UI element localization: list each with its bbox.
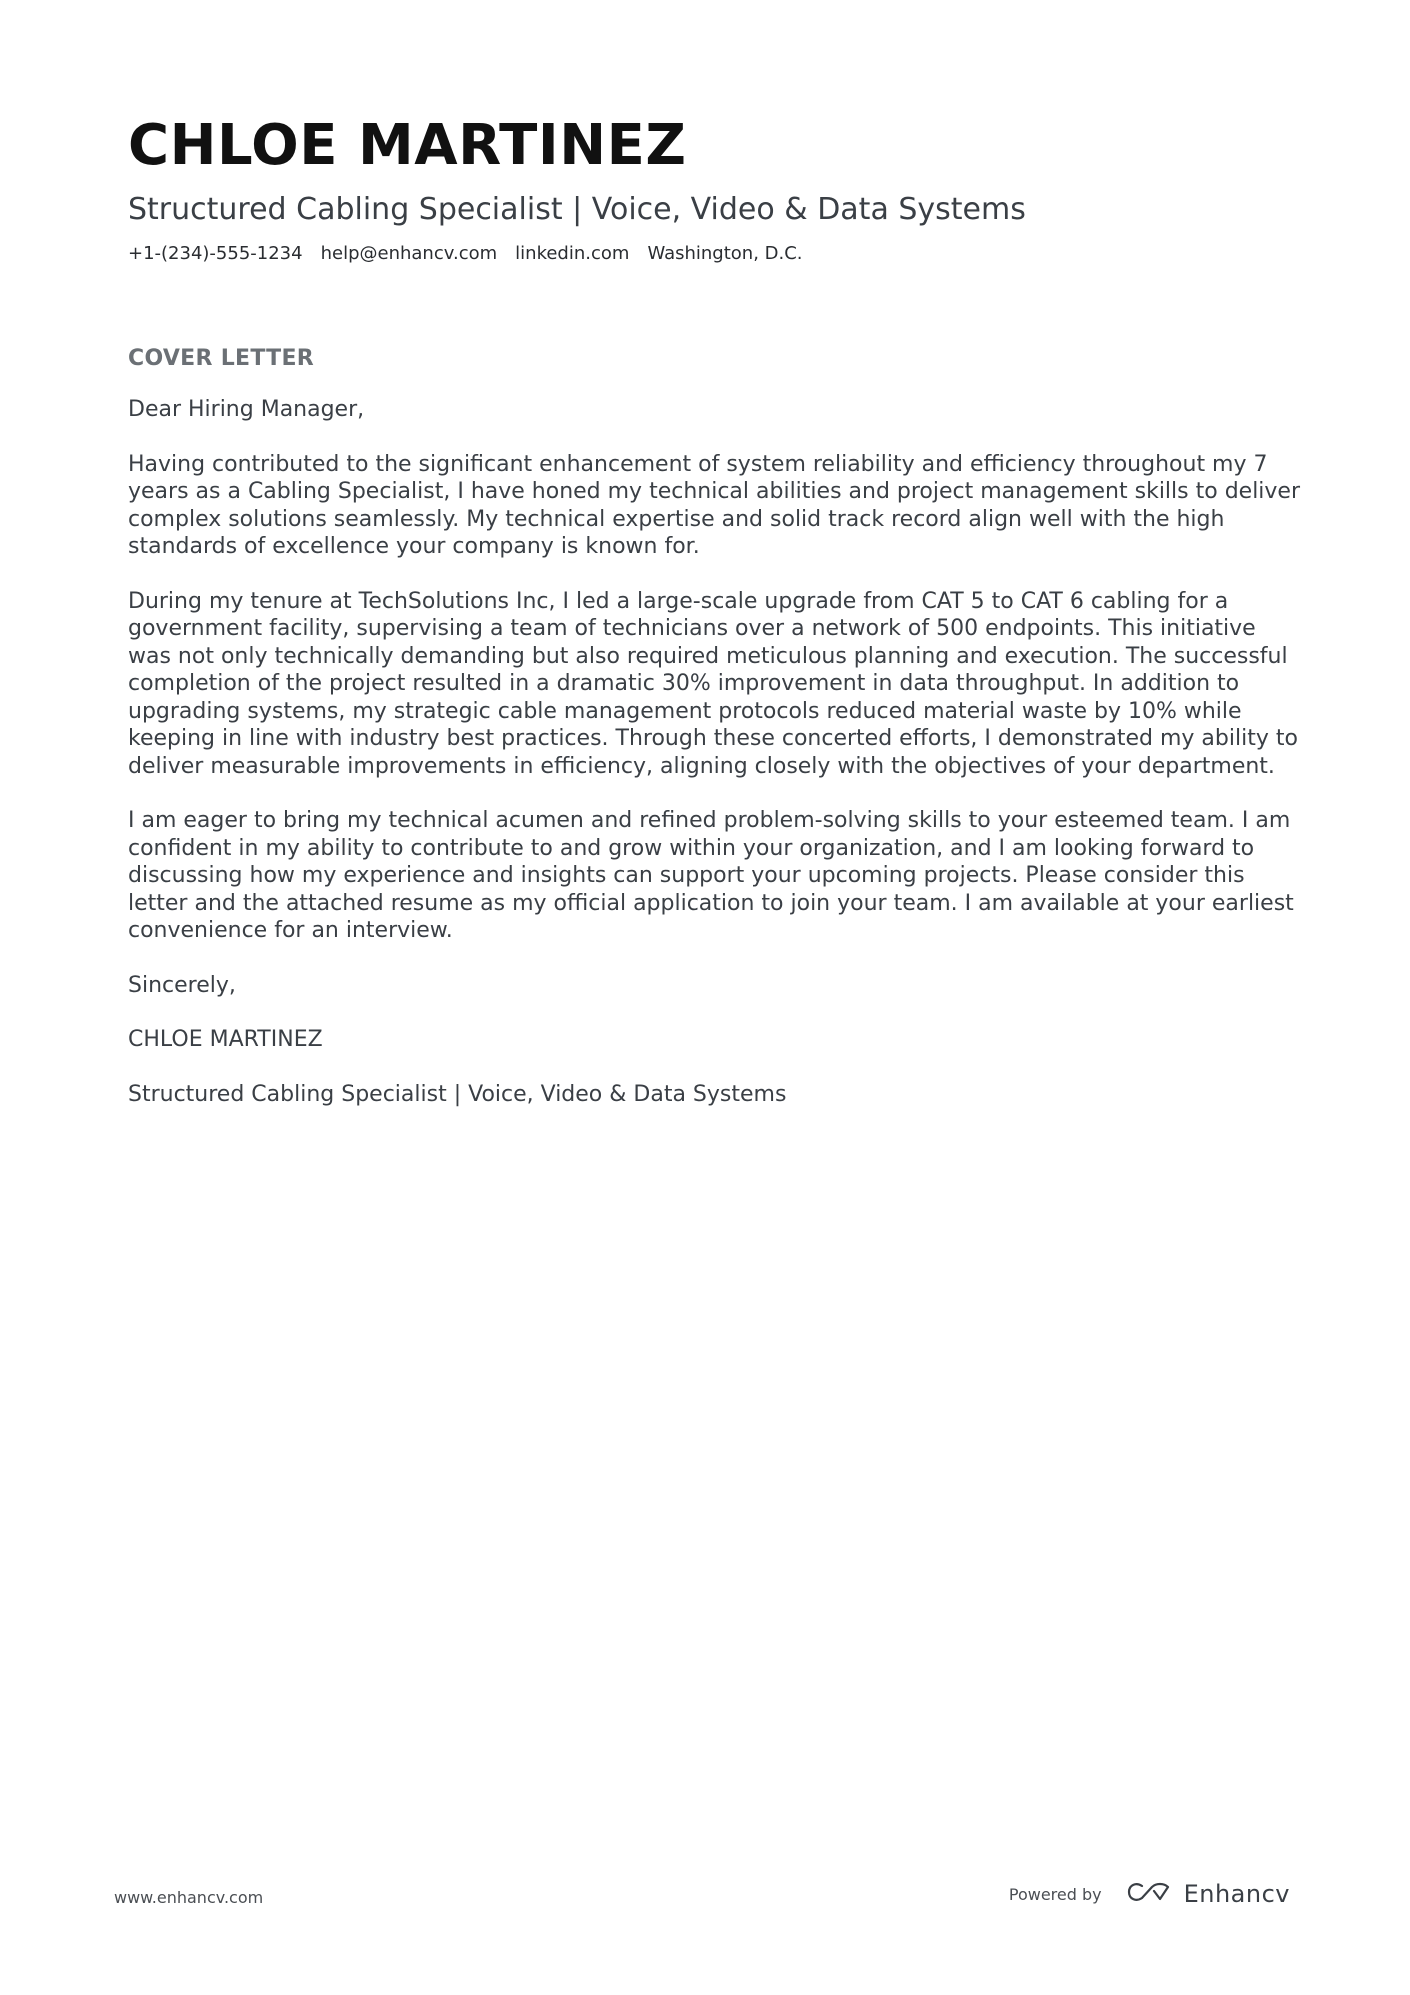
contact-phone: +1-(234)-555-1234 <box>128 243 303 264</box>
brand-name: Enhancv <box>1183 1880 1290 1908</box>
letter-body <box>128 344 1300 1108</box>
contact-email[interactable]: help@enhancv.com <box>320 243 498 264</box>
contact-linkedin[interactable]: linkedin.com <box>515 243 630 264</box>
signature-name: CHLOE MARTINEZ <box>128 1027 323 1052</box>
powered-by-label: Powered by <box>1008 1884 1102 1904</box>
signature-title: Structured Cabling Specialist | Voice, Video & Data Systems <box>128 1081 787 1107</box>
candidate-name: CHLOE MARTINEZ <box>128 113 687 178</box>
closing-phrase: Sincerely, <box>128 972 236 998</box>
contact-info <box>128 242 1288 266</box>
paragraph-experience: During my tenure at TechSolutions Inc, I led a large-scale upgrade from CAT 5 to CAT 6 cabling for a government facility, supervising a team of technicians over a network of 500 endpoints. This initiative was not only technically demanding but also required meticulous planning and execution. The successful completion of the project resulted in a dramatic 30% improvement in data throughput. In addition to upgrading systems, my strategic cable management protocols reduced material waste by 10% while keeping in line with industry best practices. Through these concerted efforts, I demonstrated my ability to deliver measurable improvements in efficiency, aligning closely with the objectives of your department. <box>128 588 1298 779</box>
salutation: Dear Hiring Manager, <box>128 397 365 422</box>
footer-website[interactable]: www.enhancv.com <box>114 1888 264 1907</box>
contact-location: Washington, D.C. <box>647 243 803 264</box>
brand-link[interactable] <box>1126 1880 1290 1908</box>
footer-branding <box>1009 1880 1290 1908</box>
section-title: COVER LETTER <box>128 346 315 371</box>
paragraph-closing: I am eager to bring my technical acumen and refined problem-solving skills to your esteemed team. I am confident in my ability to contribute to and grow within your organization, and I am looking forward to discussing how my experience and insights can support your upcoming projects. Please consider this letter and the attached resume as my official application to join your team. I am available at your earliest convenience for an interview. <box>128 808 1294 943</box>
header <box>128 108 1288 266</box>
candidate-headline: Structured Cabling Specialist | Voice, Video & Data Systems <box>128 192 1026 227</box>
enhancv-logo-icon <box>1126 1881 1172 1907</box>
paragraph-intro: Having contributed to the significant enhancement of system reliability and efficiency throughout my 7 years as a Cabling Specialist, I have honed my technical abilities and project management skills to deliver complex solutions seamlessly. My technical expertise and solid track record align well with the high standards of excellence your company is known for. <box>128 451 1301 559</box>
